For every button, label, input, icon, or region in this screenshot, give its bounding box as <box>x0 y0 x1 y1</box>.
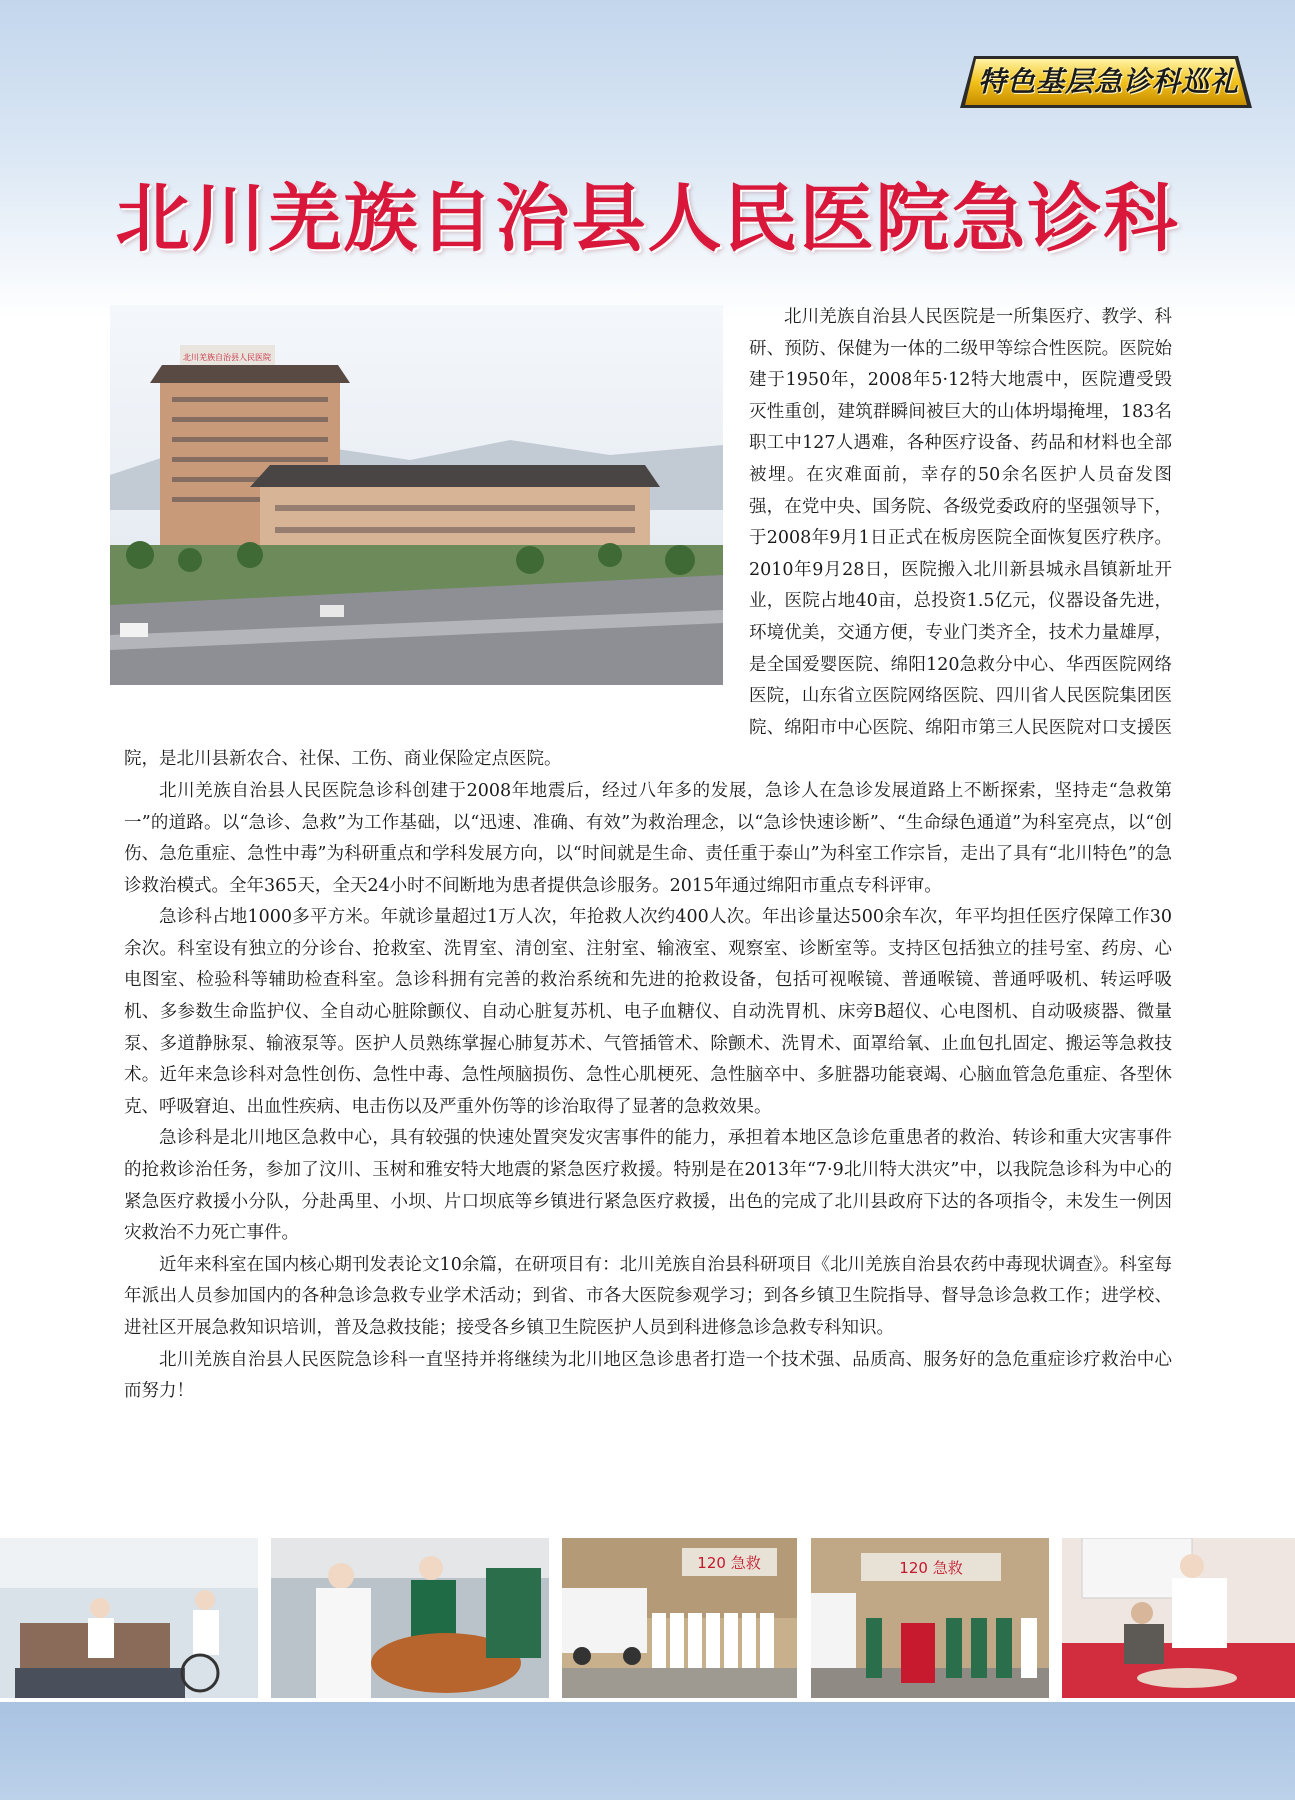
article-paragraph-4: 急诊科是北川地区急救中心，具有较强的快速处置突发灾害事件的能力，承担着本地区急诊危重患者的救治、转诊和重大灾害事件的抢救诊治任务，参加了汶川、玉树和雅安特大地震的紧急医疗救援。特别是在2013年“7·9北川特大洪灾”中，以我院急诊科为中心的紧急医疗救援小分队，分赴禹里、小坝、片口坝底等乡镇进行紧急医疗救援，出色的完成了北川县政府下达的各项指令，未发生一例因灾救治不力死亡事件。 <box>124 1128 1172 1244</box>
article-paragraph-5: 近年来科室在国内核心期刊发表论文10余篇，在研项目有：北川羌族自治县科研项目《北川羌族自治县农药中毒现状调查》。科室每年派出人员参加国内的各种急诊急救专业学术活动；到省、市各大医院参观学习；到各乡镇卫生院指导、督导急诊急救工作；进学校、进社区开展急救知识培训，普及急救技能；接受各乡镇卫生院医护人员到科进修急诊急救专科知识。 <box>124 1254 1172 1338</box>
gallery-photo-cpr-training <box>1062 1538 1295 1698</box>
section-badge <box>956 50 1256 114</box>
gallery-photo-banner-award <box>811 1538 1049 1698</box>
gallery-photo-team-ambulance <box>562 1538 797 1698</box>
section-badge-text: 特色基层急诊科巡礼 <box>977 65 1239 98</box>
footer-gradient-band <box>0 1702 1295 1800</box>
article-paragraph-3: 急诊科占地1000多平方米。年就诊量超过1万人次，年抢救人次约400人次。年出诊量达500余车次，年平均担任医疗保障工作30余次。科室设有独立的分诊台、抢救室、洗胃室、清创室、注射室、输液室、观察室、诊断室等。支持区包括独立的挂号室、药房、心电图室、检验科等辅助检查科室。急诊科拥有完善的救治系统和先进的抢救设备，包括可视喉镜、普通喉镜、普通呼吸机、转运呼吸机、多参数生命监护仪、全自动心脏除颤仪、自动心脏复苏机、电子血糖仪、自动洗胃机、床旁B超仪、心电图机、自动吸痰器、微量泵、多道静脉泵、输液泵等。医护人员熟练掌握心肺复苏术、气管插管术、除颤术、洗胃术、面罩给氧、止血包扎固定、搬运等急救技术。近年来急诊科对急性创伤、急性中毒、急性颅脑损伤、急性心肌梗死、急性脑卒中、多脏器功能衰竭、心脑血管急危重症、各型休克、呼吸窘迫、出血性疾病、电击伤以及严重外伤等的诊治取得了显著的急救效果。 <box>124 907 1172 1117</box>
photo-gallery <box>0 1538 1295 1698</box>
page-title: 北川羌族自治县人民医院急诊科 <box>115 176 1180 262</box>
photo-wrap-spacer <box>124 302 749 715</box>
station-sign-2: 120 急救 <box>899 1559 963 1577</box>
article-body <box>124 302 1172 1408</box>
ambulance-station-sign: 120 急救 <box>697 1554 761 1572</box>
building-sign: 北川羌族自治县人民医院 <box>183 353 271 362</box>
gallery-photo-rescue <box>271 1538 549 1698</box>
gallery-photo-ward <box>0 1538 258 1698</box>
article-paragraph-2: 北川羌族自治县人民医院急诊科创建于2008年地震后，经过八年多的发展，急诊人在急诊发展道路上不断探索，坚持走“急救第一”的道路。以“急诊、急救”为工作基础，以“迅速、准确、有效”为救治理念，以“急诊快速诊断”、“生命绿色通道”为科室亮点，以“创伤、急危重症、急性中毒”为科研重点和学科发展方向，以“时间就是生命、责任重于泰山”为科室工作宗旨，走出了具有“北川特色”的急诊救治模式。全年365天，全天24小时不间断地为患者提供急诊服务。2015年通过绵阳市重点专科评审。 <box>124 780 1172 896</box>
article-paragraph-6: 北川羌族自治县人民医院急诊科一直坚持并将继续为北川地区急诊患者打造一个技术强、品质高、服务好的急危重症诊疗救治中心而努力！ <box>124 1349 1172 1402</box>
article-paragraph-1: 北川羌族自治县人民医院是一所集医疗、教学、科研、预防、保健为一体的二级甲等综合性医院。医院始建于1950年，2008年5·12特大地震中，医院遭受毁灭性重创，建筑群瞬间被巨大的山体坍塌掩埋，183名职工中127人遇难，各种医疗设备、药品和材料也全部被埋。在灾难面前，幸存的50余名医护人员奋发图强，在党中央、国务院、各级党委政府的坚强领导下，于2008年9月1日正式在板房医院全面恢复医疗秩序。2010年9月28日，医院搬入北川新县城永昌镇新址开业，医院占地40亩，总投资1.5亿元，仪器设备先进，环境优美，交通方便，专业门类齐全，技术力量雄厚，是全国爱婴医院、绵阳120急救分中心、华西医院网络医院，山东省立医院网络医院、四川省人民医院集团医院、绵阳市中心医院、绵阳市第三人民医院对口支援医院，是北川县新农合、社保、工伤、商业保险定点医院。 <box>124 307 1172 770</box>
